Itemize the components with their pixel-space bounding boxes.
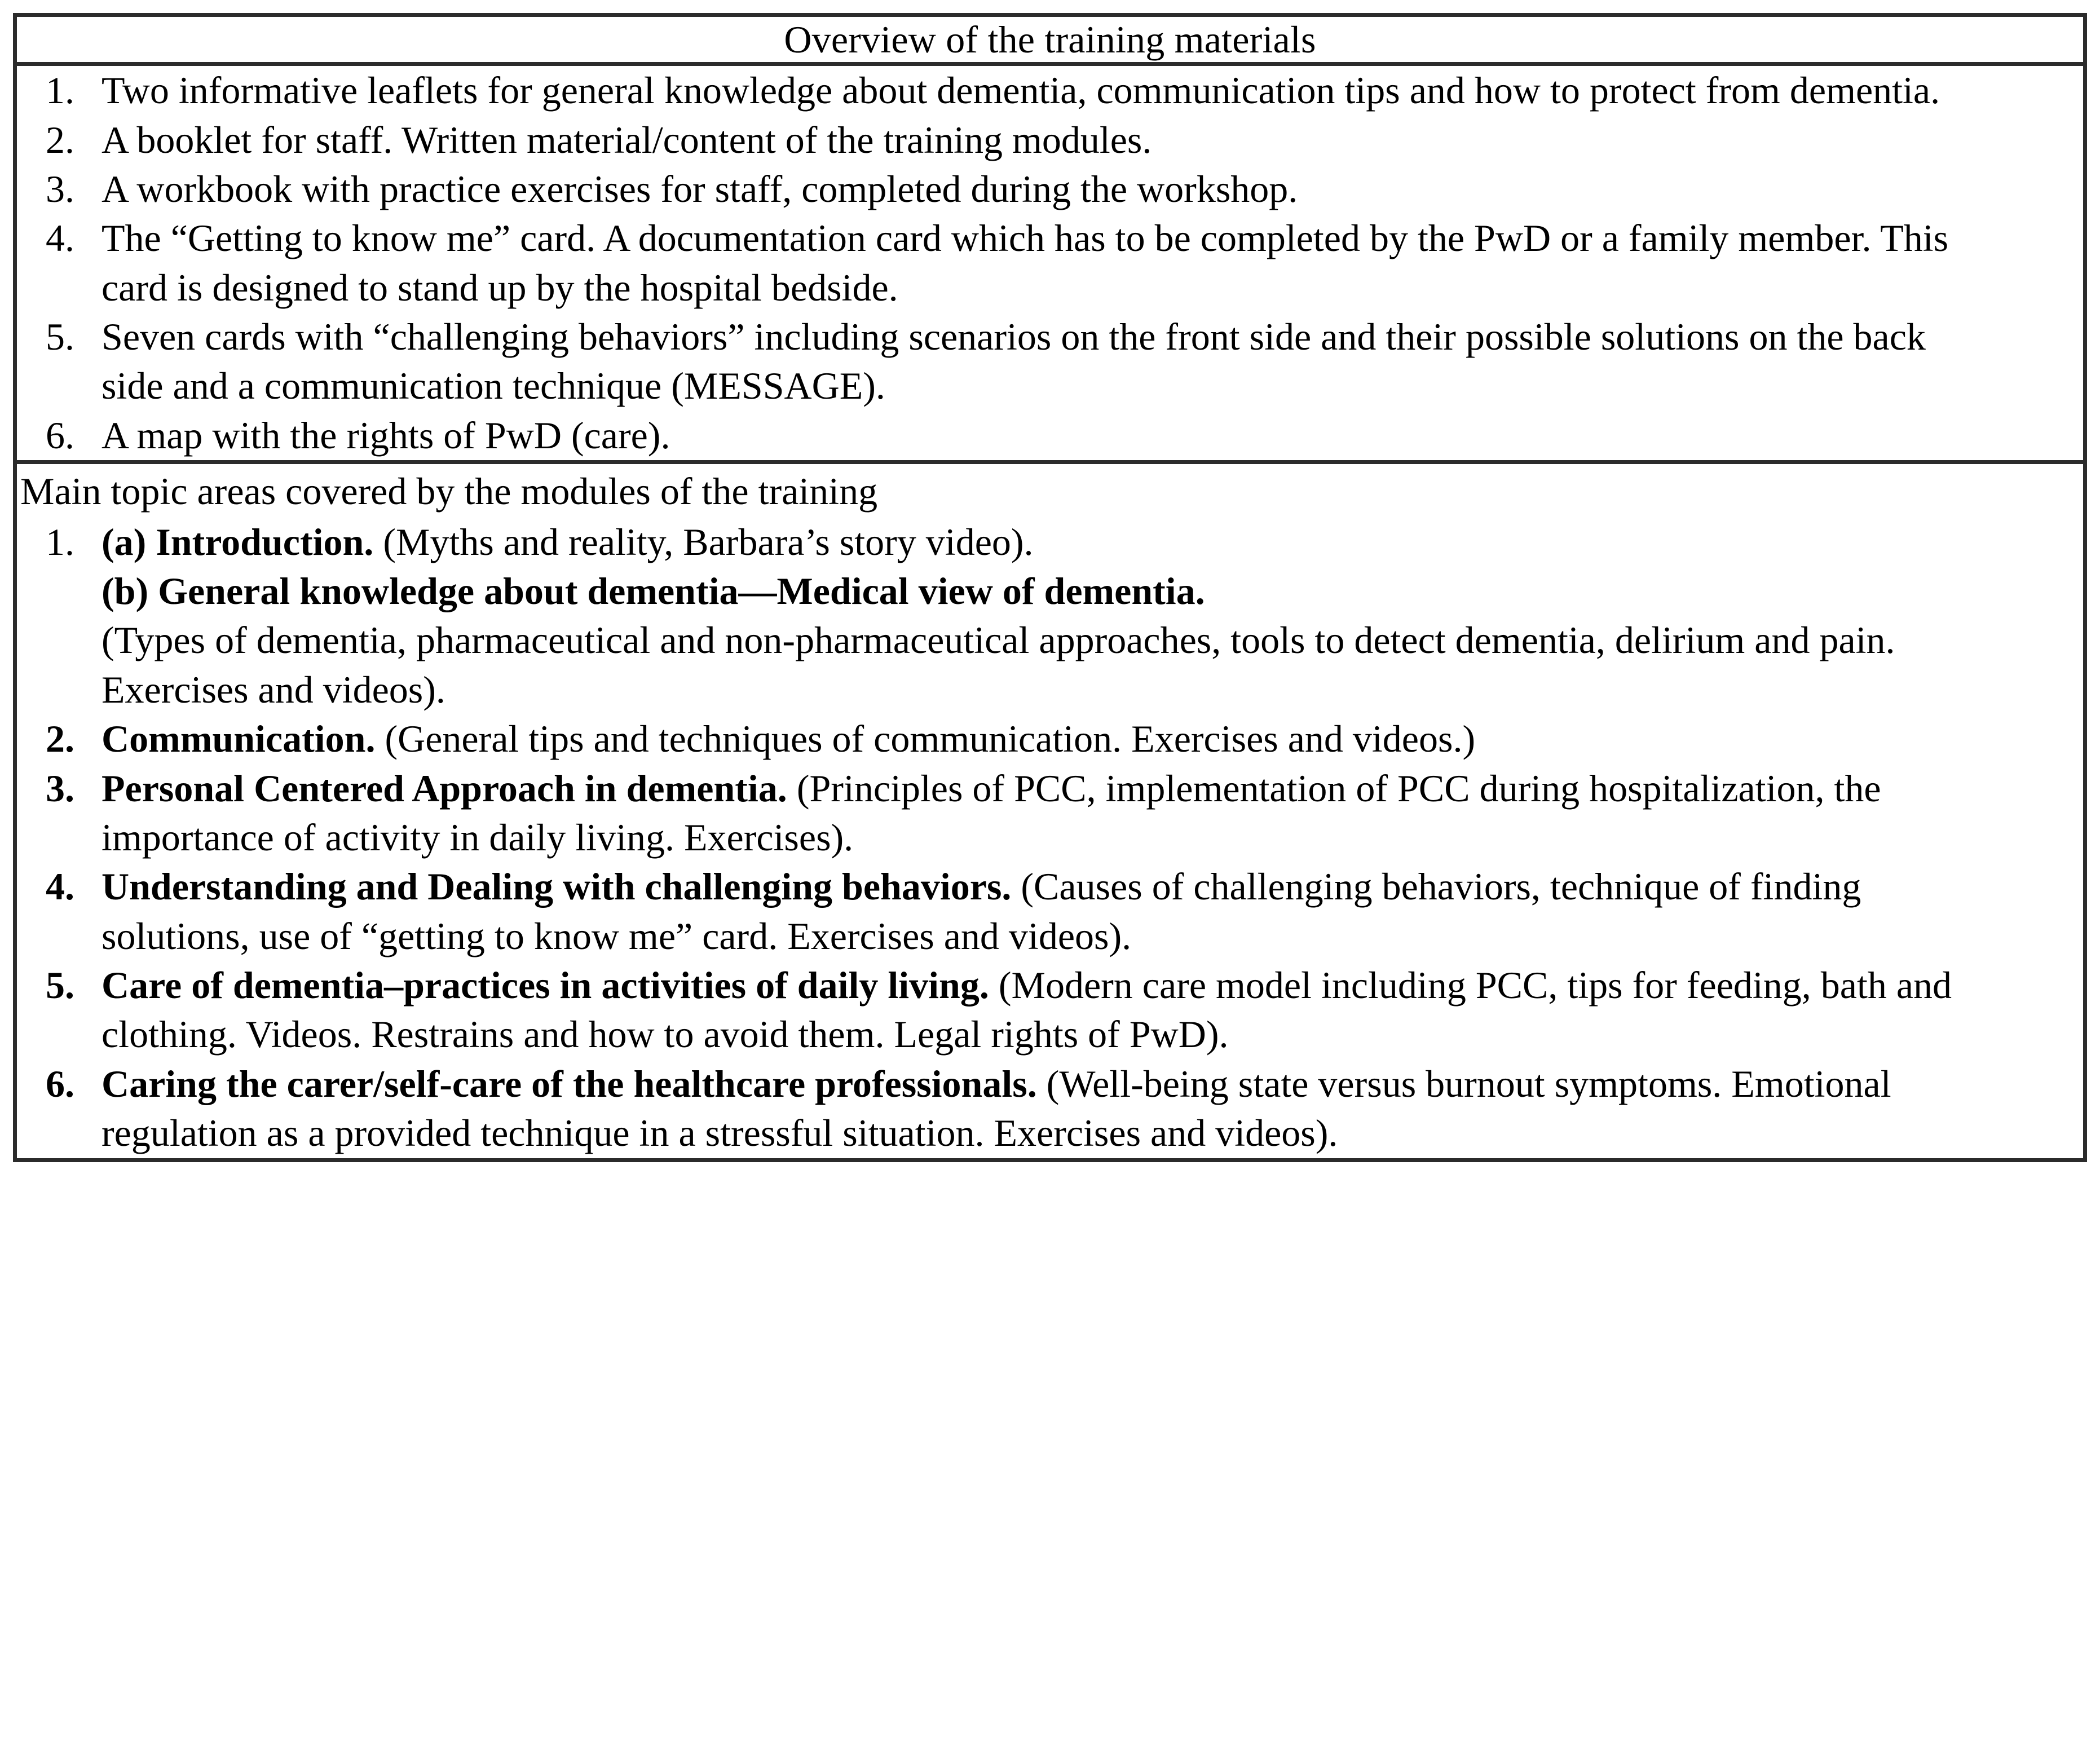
module-title: Communication. <box>102 717 376 761</box>
list-item <box>17 116 2083 165</box>
training-modules-cell <box>15 462 2085 1160</box>
module-title: Caring the carer/self-care of the healthcare professionals. <box>102 1062 1037 1105</box>
list-item <box>17 1060 2083 1158</box>
training-modules-list <box>17 518 2083 1158</box>
module-detail: (Myths and reality, Barbara’s story video). <box>373 520 1034 563</box>
training-materials-cell <box>15 64 2085 462</box>
module-detail: (Principles of PCC, implementation of PCC during hospitalization, the importance of activity in daily living. Exercises). <box>102 766 1881 859</box>
list-item-text <box>102 714 1957 763</box>
module-title: (a) Introduction. <box>102 520 374 563</box>
list-item <box>17 214 2083 312</box>
module-detail: (Well-being state versus burnout symptoms. Emotional regulation as a provided technique in a stressful situation. Exercises and videos). <box>102 1062 1891 1155</box>
list-item-number: 6. <box>46 1062 74 1105</box>
list-item-text <box>102 961 1957 1060</box>
module-subtitle: (b) General knowledge about dementia—Medical view of dementia. <box>102 570 1205 612</box>
list-item-text: A booklet for staff. Written material/content of the training modules. <box>102 118 1152 161</box>
training-materials-list <box>17 66 2083 460</box>
list-item-text <box>102 1060 1957 1158</box>
list-item-text: A workbook with practice exercises for staff, completed during the workshop. <box>102 167 1298 210</box>
list-item-text: The “Getting to know me” card. A documentation card which has to be completed by the PwD or a family member. This card is designed to stand up by the hospital bedside. <box>102 217 1949 309</box>
training-modules-row <box>15 462 2085 1160</box>
module-subdetail: (Types of dementia, pharmaceutical and non-pharmaceutical approaches, tools to detect dementia, delirium and pain. Exercises and videos). <box>102 619 1895 711</box>
list-item-number: 1. <box>46 69 74 112</box>
list-item-text: Seven cards with “challenging behaviors” including scenarios on the front side and their possible solutions on the back side and a communication technique (MESSAGE). <box>102 315 1926 408</box>
module-detail: (General tips and techniques of communication. Exercises and videos.) <box>375 717 1476 761</box>
list-item-number: 4. <box>46 217 74 260</box>
module-detail: (Modern care model including PCC, tips for feeding, bath and clothing. Videos. Restrains and how to avoid them. Legal rights of PwD). <box>102 964 1952 1056</box>
list-item <box>17 764 2083 863</box>
list-item-number: 2. <box>46 118 74 161</box>
list-item-text <box>102 764 1957 863</box>
list-item <box>17 961 2083 1060</box>
list-item-number: 6. <box>46 413 74 457</box>
list-item <box>17 862 2083 961</box>
module-detail: (Causes of challenging behaviors, technique of finding solutions, use of “getting to know me” card. Exercises and videos). <box>102 865 1861 957</box>
list-item-text: Two informative leaflets for general knowledge about dementia, communication tips and how to protect from dementia. <box>102 69 1940 112</box>
table-title: Overview of the training materials <box>784 18 1316 61</box>
module-title: Personal Centered Approach in dementia. <box>102 766 787 810</box>
table-header-row <box>15 15 2085 64</box>
list-item-number: 5. <box>46 315 74 359</box>
list-item-number: 3. <box>46 167 74 210</box>
list-item-number: 1. <box>46 520 74 563</box>
module-title: Understanding and Dealing with challenging behaviors. <box>102 865 1012 908</box>
list-item-text <box>102 518 1957 715</box>
training-materials-row <box>15 64 2085 462</box>
list-item-number: 4. <box>46 865 74 908</box>
training-overview-table <box>13 13 2087 1162</box>
list-item <box>17 714 2083 763</box>
list-item-text: A map with the rights of PwD (care). <box>102 413 670 457</box>
list-item <box>17 312 2083 411</box>
list-item <box>17 411 2083 460</box>
list-item-number: 3. <box>46 766 74 810</box>
list-item-text <box>102 862 1957 961</box>
list-item-number: 2. <box>46 717 74 761</box>
table-header-cell <box>15 15 2085 64</box>
modules-intro-text: Main topic areas covered by the modules of the training <box>20 470 878 513</box>
list-item <box>17 165 2083 214</box>
list-item <box>17 518 2083 715</box>
list-item <box>17 66 2083 115</box>
list-item-number: 5. <box>46 964 74 1007</box>
module-title: Care of dementia–practices in activities of daily living. <box>102 964 989 1007</box>
